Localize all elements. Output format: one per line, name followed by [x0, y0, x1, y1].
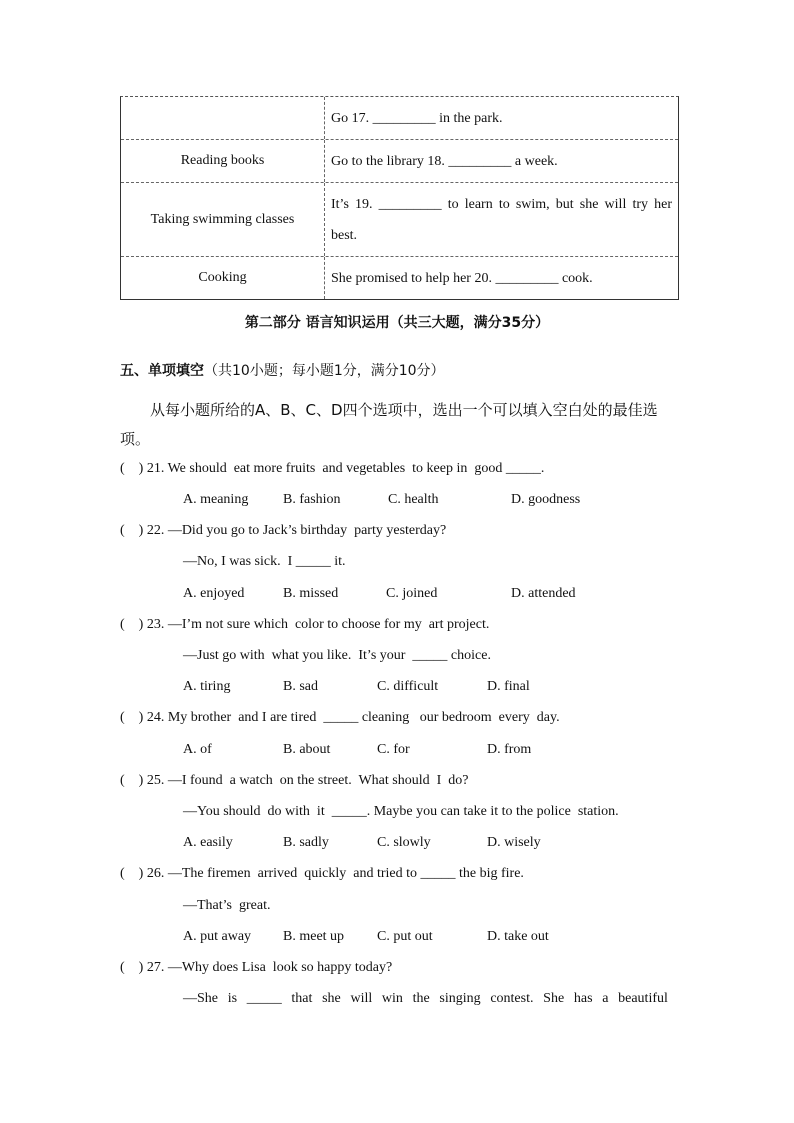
option-c[interactable]: C. slowly: [377, 835, 431, 850]
option-c[interactable]: C. joined: [386, 586, 438, 601]
dialogue-word: she: [322, 991, 341, 1006]
question-stem: ( ) 27. —Why does Lisa look so happy today?: [120, 960, 393, 975]
option-b[interactable]: B. meet up: [283, 929, 345, 944]
dialogue-word: has: [573, 991, 593, 1006]
table-cell-detail: It’s 19. _________ to learn to swim, but she will try her best.: [331, 196, 672, 243]
option-b[interactable]: B. about: [283, 742, 331, 757]
question-stem: ( ) 25. —I found a watch on the street. What should I do?: [120, 773, 469, 788]
dialogue-word: —She: [183, 991, 218, 1006]
question-dialogue: —You should do with it _____. Maybe you can take it to the police station.: [183, 804, 619, 819]
option-d[interactable]: D. goodness: [511, 492, 581, 507]
table-cell-detail: Go 17. _________ in the park.: [331, 110, 503, 126]
option-c[interactable]: C. difficult: [377, 679, 439, 694]
question-dialogue: —That’s great.: [183, 898, 271, 913]
option-a[interactable]: A. tiring: [183, 679, 231, 694]
table-cell-activity: Cooking: [121, 257, 325, 299]
table-cell-activity: Reading books: [121, 140, 325, 182]
table-row: [121, 139, 678, 182]
dialogue-word: singing: [439, 991, 481, 1006]
question-dialogue: —No, I was sick. I _____ it.: [183, 554, 346, 569]
table-row: [121, 182, 678, 256]
heading-detail: （共10小题；每小题1分，满分10分）: [204, 363, 445, 379]
table-cell-detail: She promised to help her 20. _________ cook.: [331, 270, 593, 286]
option-c[interactable]: C. health: [388, 492, 439, 507]
dialogue-word: _____: [246, 991, 282, 1006]
heading-label: 五、单项填空: [120, 363, 204, 379]
table-cell-detail: Go to the library 18. _________ a week.: [331, 153, 558, 169]
option-d[interactable]: D. final: [487, 679, 530, 694]
table-cell-activity: Taking swimming classes: [121, 183, 325, 256]
dialogue-word: beautiful: [618, 991, 668, 1006]
dialogue-word: a: [602, 991, 609, 1006]
option-c[interactable]: C. for: [377, 742, 410, 757]
question-stem: ( ) 21. We should eat more fruits and vegetables to keep in good _____.: [120, 461, 545, 476]
info-table: [120, 96, 679, 300]
section-title: 第二部分 语言知识运用（共三大题，满分35分）: [244, 315, 550, 331]
section-heading: [120, 360, 445, 380]
dialogue-word: She: [543, 991, 565, 1006]
option-c[interactable]: C. put out: [377, 929, 433, 944]
option-d[interactable]: D. take out: [487, 929, 549, 944]
dialogue-word: will: [350, 991, 373, 1006]
table-cell-activity: [121, 97, 325, 139]
question-dialogue: —Just go with what you like. It’s your _____ choice.: [183, 648, 491, 663]
option-a[interactable]: A. meaning: [183, 492, 249, 507]
option-b[interactable]: B. missed: [283, 586, 339, 601]
option-d[interactable]: D. attended: [511, 586, 576, 601]
option-a[interactable]: A. put away: [183, 929, 252, 944]
question-stem: ( ) 24. My brother and I are tired _____ cleaning our bedroom every day.: [120, 710, 560, 725]
option-b[interactable]: B. sadly: [283, 835, 329, 850]
option-b[interactable]: B. fashion: [283, 492, 341, 507]
option-b[interactable]: B. sad: [283, 679, 318, 694]
question-stem: ( ) 23. —I’m not sure which color to choose for my art project.: [120, 617, 490, 632]
option-d[interactable]: D. from: [487, 742, 532, 757]
option-a[interactable]: A. easily: [183, 835, 233, 850]
option-d[interactable]: D. wisely: [487, 835, 541, 850]
dialogue-word: contest.: [490, 991, 534, 1006]
dialogue-word: is: [227, 991, 238, 1006]
question-stem: ( ) 22. —Did you go to Jack’s birthday party yesterday?: [120, 523, 447, 538]
table-row: [121, 256, 678, 299]
question-stem: ( ) 26. —The firemen arrived quickly and tried to _____ the big fire.: [120, 866, 524, 881]
table-row: [121, 97, 678, 139]
instruction-text: 从每小题所给的A、B、C、D四个选项中，选出一个可以填入空白处的最佳选项。: [120, 401, 658, 448]
dialogue-word: the: [412, 991, 430, 1006]
option-a[interactable]: A. enjoyed: [183, 586, 245, 601]
dialogue-word: that: [291, 991, 313, 1006]
dialogue-word: win: [381, 991, 403, 1006]
question-dialogue: [183, 991, 668, 1007]
option-a[interactable]: A. of: [183, 742, 212, 757]
